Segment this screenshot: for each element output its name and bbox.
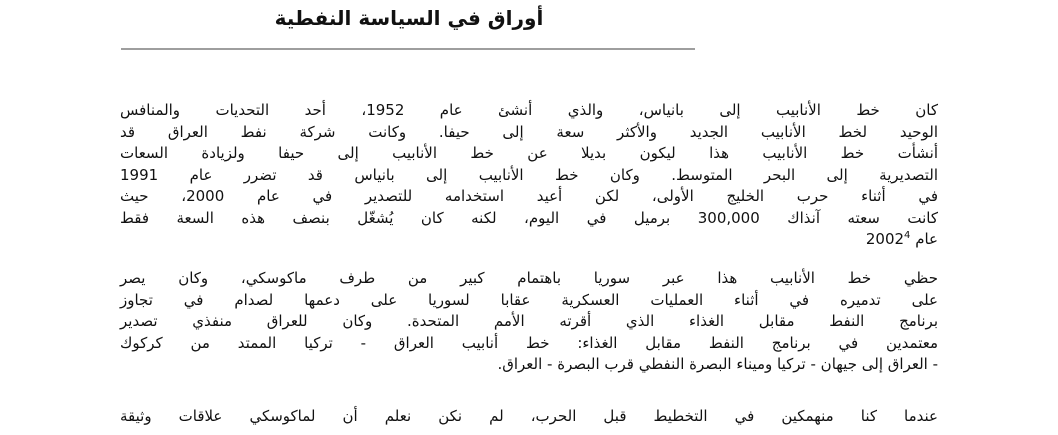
- text-line-content: عام 2002: [865, 230, 938, 248]
- text-line: عندما كنا منهمكين في التخطيط قبل الحرب، لم نكن نعلم أن لماكوسكي علاقات وثيقة: [120, 407, 938, 425]
- paragraph-3: [0, 406, 1058, 428]
- page-title: أوراق في السياسة النفطية: [274, 6, 544, 30]
- text-line: على تدميره في أثناء العمليات العسكرية عقابا لسوريا على دعمها لصدام في تجاوز: [120, 290, 938, 309]
- text-line: برنامج النفط مقابل الغذاء الذي أقرته الأمم المتحدة. وكان للعراق منفذي تصدير: [120, 312, 938, 330]
- text-line: التصديرية إلى البحر المتوسط. وكان خط الأنابيب إلى بانياس قد تضرر عام 1991: [120, 165, 938, 184]
- text-line: في أثناء حرب الخليج الأولى، لكن أعيد استخدامه للتصدير في عام 2000، حيث: [120, 187, 938, 205]
- page-header: [0, 0, 818, 60]
- paragraph-2: [0, 268, 1058, 376]
- footnote-marker[interactable]: 4: [904, 230, 911, 241]
- header-divider: [121, 48, 695, 50]
- paragraph-1: [0, 100, 1058, 251]
- text-line-last: [120, 229, 938, 251]
- text-line: حظي خط الأنابيب هذا عبر سوريا باهتمام كبير من طرف ماكوسكي، وكان يصر: [120, 269, 938, 287]
- text-line: كانت سعته آنذاك 300,000 برميل في اليوم، لكنه كان يُشغّل بنصف هذه السعة فقط: [120, 208, 938, 227]
- text-line: - العراق إلى جيهان - تركيا وميناء البصرة النفطي قرب البصرة - العراق.: [497, 355, 938, 373]
- text-line: كان خط الأنابيب إلى بانياس، والذي أنشئ عام 1952، أحد التحديات والمنافس: [120, 101, 938, 119]
- text-line: معتمدين في برنامج النفط مقابل الغذاء: خط أنابيب العراق - تركيا الممتد من كركوك: [120, 333, 938, 352]
- text-line: أنشأت خط الأنابيب هذا ليكون بديلا عن خط الأنابيب إلى حيفا ولزيادة السعات: [120, 144, 938, 162]
- text-line: الوحيد لخط الأنابيب الجديد والأكثر سعة إلى حيفا. وكانت شركة نفط العراق قد: [120, 122, 938, 141]
